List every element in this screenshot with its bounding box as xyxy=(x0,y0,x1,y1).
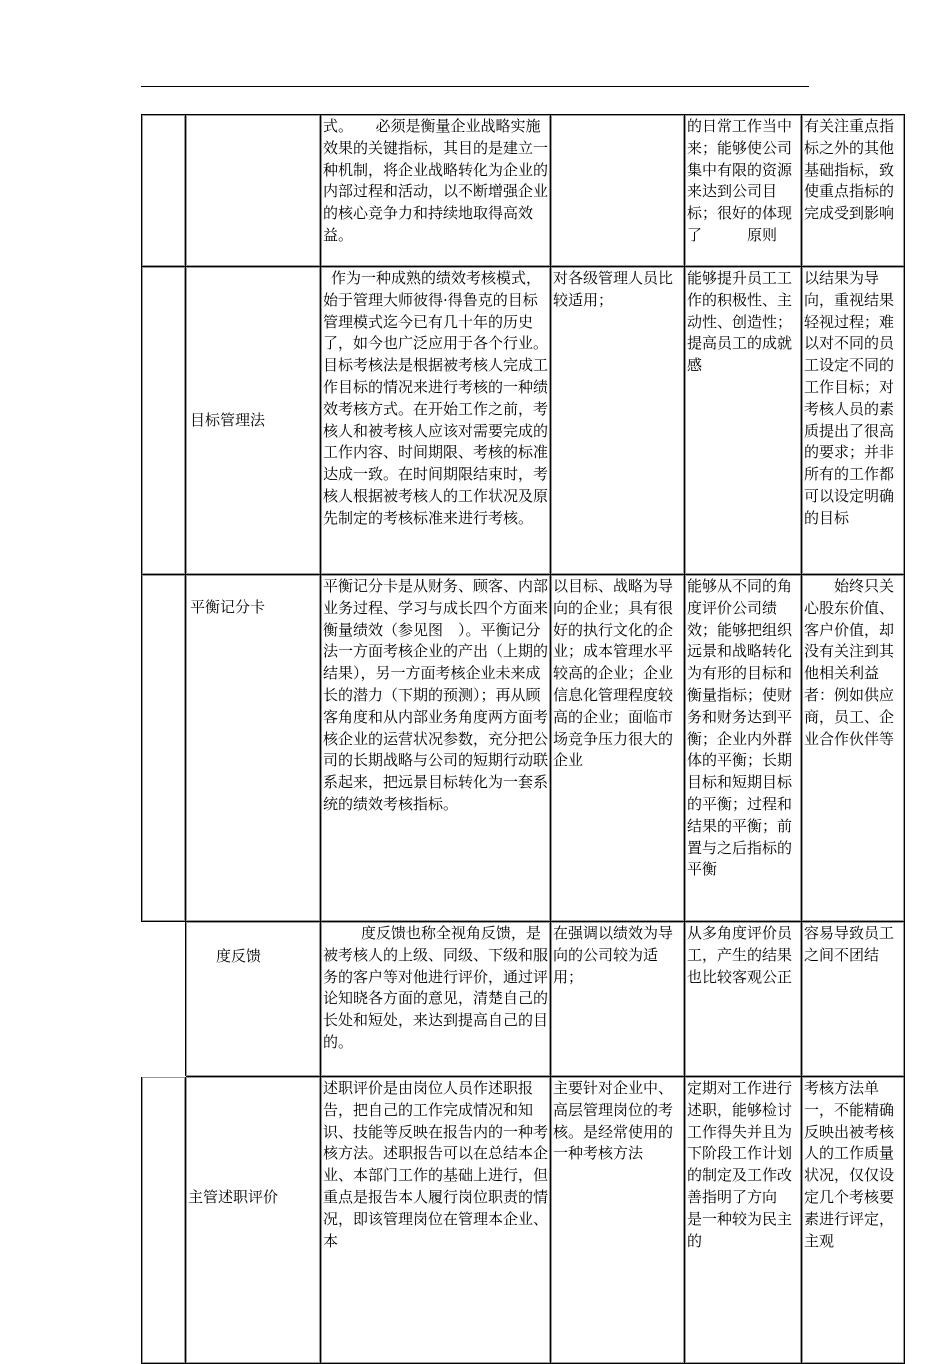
index-cell xyxy=(142,267,186,575)
description-cell xyxy=(321,922,551,1077)
applicable-cell: 对各级管理人员比较适用； xyxy=(551,267,685,575)
applicable-cell xyxy=(551,115,685,267)
applicable-cell: 在强调以绩效为导向的公司较为适用； xyxy=(551,922,685,1077)
table-row xyxy=(142,115,905,267)
description-cell: 述职评价是由岗位人员作述职报告，把自己的工作完成情况和知识、技能等反映在报告内的一种考核方法。述职报告可以在总结本企业、本部门工作的基础上进行，但重点是报告本人履行岗位职责的情况，即该管理岗位在管理本企业、本 xyxy=(321,1077,551,1364)
disadvantages-cell: 容易导致员工之间不团结 xyxy=(802,922,905,1077)
description-cell: 式。 必须是衡量企业战略实施效果的关键指标，其目的是建立一种机制，将企业战略转化为企业的内部过程和活动，以不断增强企业的核心竞争力和持续地取得高效益。 xyxy=(321,115,551,267)
description-text: 作为一种成熟的绩效考核模式，始于管理大师彼得·得鲁克的目标管理模式迄今已有几十年的历史了，如今也广泛应用于各个行业。目标考核法是根据被考核人完成工作目标的情况来进行考核的一种绩效考核方式。在开始工作之前，考核人和被考核人应该对需要完成的工作内容、时间期限、考核的标准达成一致。在时间期限结束时，考核人根据被考核人的工作状况及原先制定的考核标准来进行考核。 xyxy=(323,269,549,527)
advantages-cell: 从多角度评价员工，产生的结果也比较客观公正 xyxy=(685,922,802,1077)
method-name-cell: 主管述职评价 xyxy=(186,1077,321,1364)
description-text: 度反馈也称全视角反馈，是被考核人的上级、同级、下级和服务的客户等对他进行评价，通过评论知晓各方面的意见，清楚自己的长处和短处，来达到提高自己的目的。 xyxy=(323,924,549,1051)
advantages-cell: 能够提升员工工作的积极性、主动性、创造性；提高员工的成就感 xyxy=(685,267,802,575)
disadvantages-text: 始终只关心股东价值、客户价值，却没有关注到其他相关利益者：例如供应商，员工、企业合作伙伴等 xyxy=(804,577,895,748)
methods-table xyxy=(141,114,905,1364)
description-cell: 平衡记分卡是从财务、顾客、内部业务过程、学习与成长四个方面来衡量绩效（参见图 ）。平衡记分法一方面考核企业的产出（上期的结果），另一方面考核企业未来成长的潜力（下期的预测）；再从顾客角度和从内部业务角度两方面考核企业的运营状况参数，充分把公司的长期战略与公司的短期行动联系起来，把远景目标转化为一套系统的绩效考核指标。 xyxy=(321,575,551,922)
table-row xyxy=(142,267,905,575)
index-cell xyxy=(142,115,186,267)
method-name-cell: 平衡记分卡 xyxy=(186,575,321,922)
description-cell xyxy=(321,267,551,575)
index-cell xyxy=(142,1077,186,1364)
table-row xyxy=(142,922,905,1077)
disadvantages-cell: 以结果为导向，重视结果轻视过程；难以对不同的员工设定不同的工作目标；对考核人员的素质提出了很高的要求；并非所有的工作都可以设定明确的目标 xyxy=(802,267,905,575)
advantages-cell: 能够从不同的角度评价公司绩效；能够把组织远景和战略转化为有形的目标和衡量指标；使财务和财务达到平衡；企业内外群体的平衡；长期目标和短期目标的平衡；过程和结果的平衡；前置与之后指标的平衡 xyxy=(685,575,802,922)
method-name-cell xyxy=(186,115,321,267)
disadvantages-cell: 有关注重点指标之外的其他基础指标，致使重点指标的完成受到影响 xyxy=(802,115,905,267)
advantages-cell: 的日常工作当中来；能够使公司集中有限的资源来达到公司目标；很好的体现了 原则 xyxy=(685,115,802,267)
applicable-cell: 主要针对企业中、高层管理岗位的考核。是经常使用的一种考核方法 xyxy=(551,1077,685,1364)
method-name-cell: 目标管理法 xyxy=(186,267,321,575)
method-name-cell: 度反馈 xyxy=(186,922,321,1077)
disadvantages-cell: 考核方法单一，不能精确反映出被考核人的工作质量状况，仅仅设定几个考核要素进行评定，主观 xyxy=(802,1077,905,1364)
table-row xyxy=(142,1077,905,1364)
header-rule xyxy=(141,86,809,87)
applicable-cell: 以目标、战略为导向的企业；具有很好的执行文化的企业；成本管理水平较高的企业；企业信息化管理程度较高的企业；面临市场竞争压力很大的企业 xyxy=(551,575,685,922)
table-row xyxy=(142,575,905,922)
index-cell xyxy=(142,575,186,922)
index-cell xyxy=(142,922,186,1077)
advantages-cell: 定期对工作进行述职，能够检讨工作得失并且为下阶段工作计划的制定及工作改善指明了方向 是一种较为民主的 xyxy=(685,1077,802,1364)
disadvantages-cell xyxy=(802,575,905,922)
